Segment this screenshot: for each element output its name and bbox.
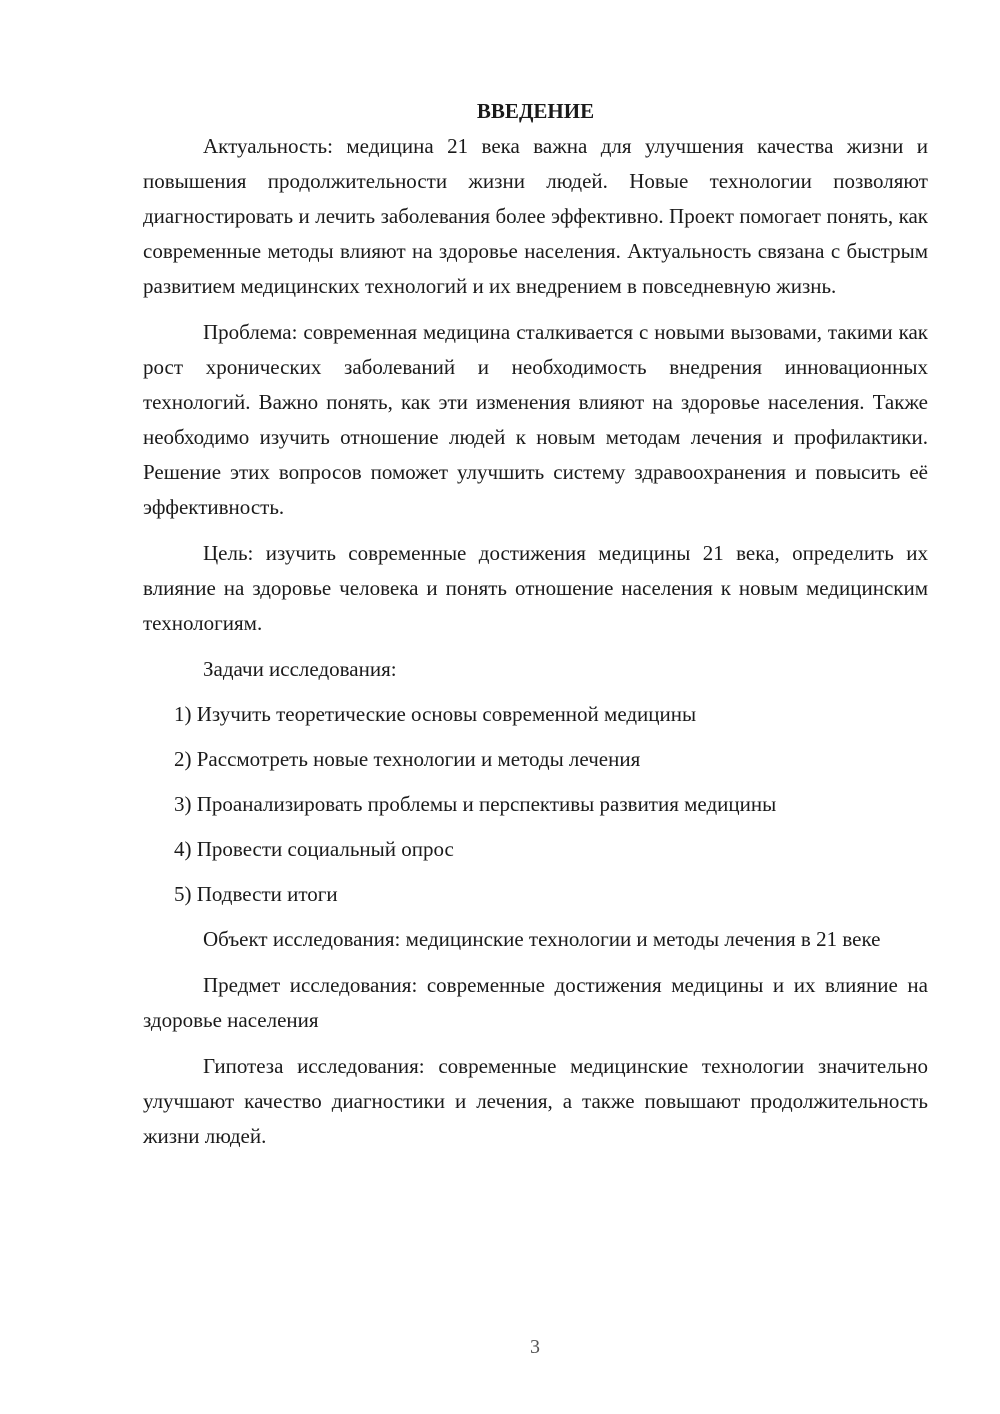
task-item: 3) Проанализировать проблемы и перспективы развития медицины bbox=[174, 792, 777, 816]
document-page bbox=[143, 94, 928, 1165]
tasks-list bbox=[143, 697, 928, 912]
task-item: 2) Рассмотреть новые технологии и методы лечения bbox=[174, 747, 641, 771]
tasks-label: Задачи исследования: bbox=[203, 657, 397, 681]
page-title: ВВЕДЕНИЕ bbox=[476, 99, 595, 123]
goal-paragraph: Цель: изучить современные достижения медицины 21 века, определить их влияние на здоровье человека и понять отношение населения к новым медицинским технологиям. bbox=[143, 541, 928, 635]
object-paragraph: Объект исследования: медицинские технологии и методы лечения в 21 веке bbox=[203, 927, 881, 951]
task-item: 4) Провести социальный опрос bbox=[174, 837, 454, 861]
task-item: 1) Изучить теоретические основы современной медицины bbox=[174, 702, 697, 726]
task-item: 5) Подвести итоги bbox=[174, 882, 338, 906]
subject-paragraph: Предмет исследования: современные достижения медицины и их влияние на здоровье населения bbox=[143, 973, 928, 1032]
relevance-paragraph: Актуальность: медицина 21 века важна для улучшения качества жизни и повышения продолжительности жизни людей. Новые технологии позволяют диагностировать и лечить заболевания более эффективно. Проект помогает понять, как современные методы влияют на здоровье населения. Актуальность связана с быстрым развитием медицинских технологий и их внедрением в повседневную жизнь. bbox=[143, 134, 928, 298]
hypothesis-paragraph: Гипотеза исследования: современные медицинские технологии значительно улучшают качество диагностики и лечения, а также повышают продолжительность жизни людей. bbox=[143, 1054, 928, 1148]
problem-paragraph: Проблема: современная медицина сталкивается с новыми вызовами, такими как рост хронических заболеваний и необходимость внедрения инновационных технологий. Важно понять, как эти изменения влияют на здоровье населения. Также необходимо изучить отношение людей к новым методам лечения и профилактики. Решение этих вопросов поможет улучшить систему здравоохранения и повысить её эффективность. bbox=[143, 320, 928, 519]
page-number: 3 bbox=[530, 1336, 540, 1358]
